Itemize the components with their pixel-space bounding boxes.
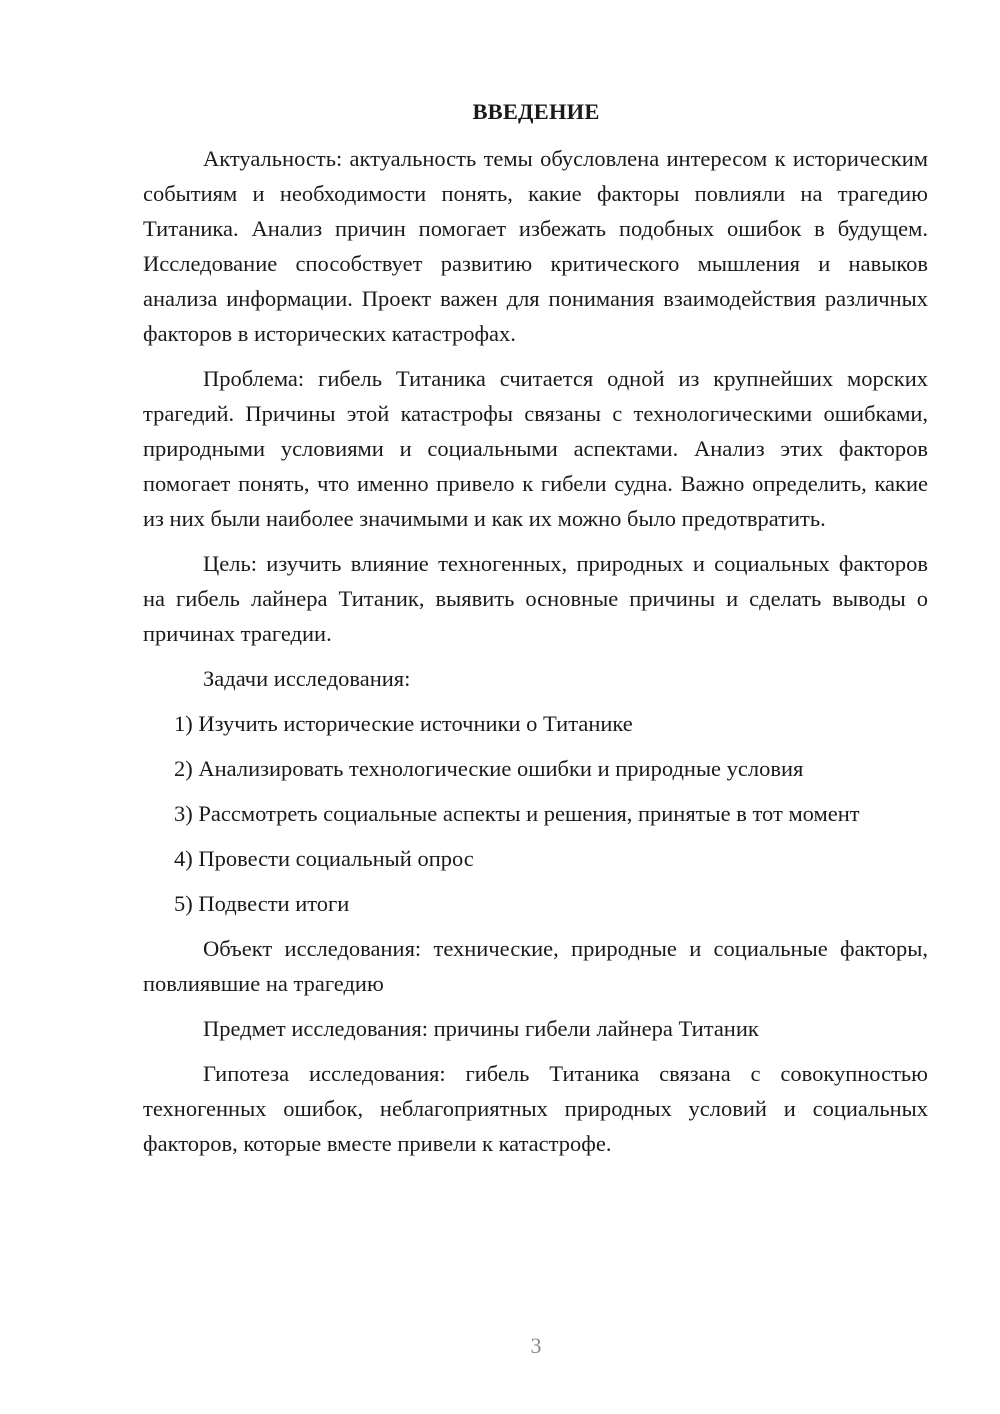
paragraph-relevance: Актуальность: актуальность темы обусловлена интересом к историческим событиям и необходимости понять, какие факторы повлияли на трагедию Титаника. Анализ причин помогает избежать подобных ошибок в будущем. Исследование способствует развитию критического мышления и навыков анализа информации. Проект важен для понимания взаимодействия различных факторов в исторических катастрофах. <box>143 146 928 346</box>
task-item: 1) Изучить исторические источники о Титанике <box>174 711 633 736</box>
task-item: 2) Анализировать технологические ошибки и природные условия <box>174 756 804 781</box>
text-body <box>143 141 928 1171</box>
task-item: 4) Провести социальный опрос <box>174 846 474 871</box>
page-title: ВВЕДЕНИЕ <box>472 99 600 124</box>
page-number: 3 <box>530 1333 542 1358</box>
task-item: 3) Рассмотреть социальные аспекты и решения, принятые в тот момент <box>174 801 860 826</box>
tasks-heading: Задачи исследования: <box>203 666 411 691</box>
paragraph-object: Объект исследования: технические, природные и социальные факторы, повлиявшие на трагедию <box>143 936 928 996</box>
paragraph-hypothesis: Гипотеза исследования: гибель Титаника связана с совокупностью техногенных ошибок, неблагоприятных природных условий и социальных факторов, которые вместе привели к катастрофе. <box>143 1061 928 1156</box>
paragraph-goal: Цель: изучить влияние техногенных, природных и социальных факторов на гибель лайнера Титаник, выявить основные причины и сделать выводы о причинах трагедии. <box>143 551 928 646</box>
paragraph-subject: Предмет исследования: причины гибели лайнера Титаник <box>203 1016 759 1041</box>
paragraph-problem: Проблема: гибель Титаника считается одной из крупнейших морских трагедий. Причины этой катастрофы связаны с технологическими ошибками, природными условиями и социальными аспектами. Анализ этих факторов помогает понять, что именно привело к гибели судна. Важно определить, какие из них были наиболее значимыми и как их можно было предотвратить. <box>143 366 928 531</box>
task-item: 5) Подвести итоги <box>174 891 350 916</box>
